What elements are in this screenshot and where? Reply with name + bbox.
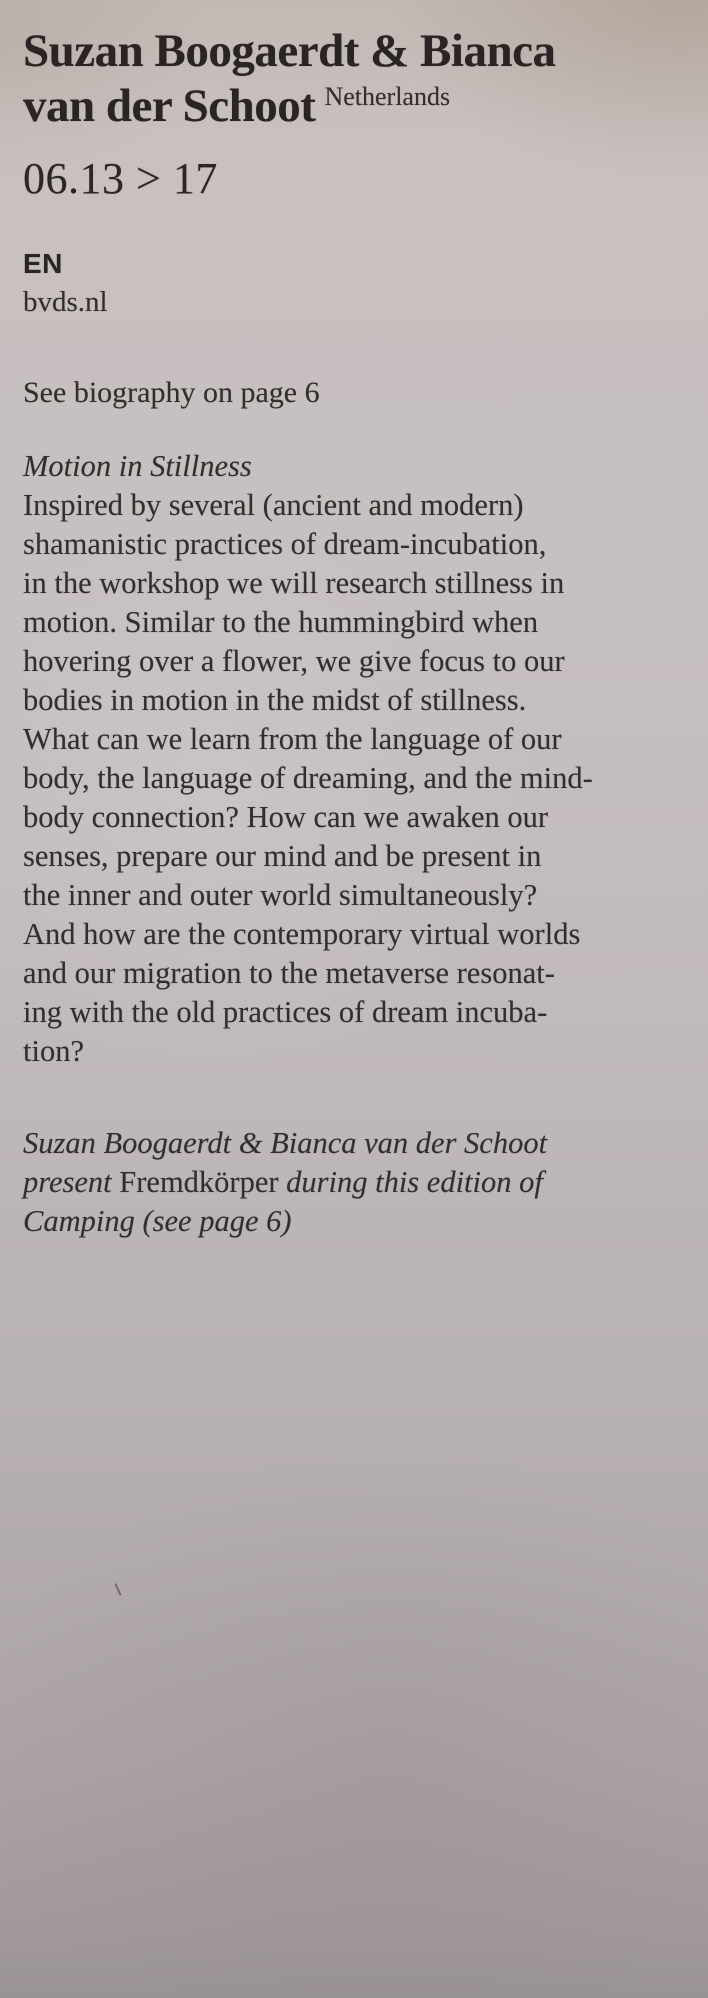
credits-line1: Suzan Boogaerdt & Bianca van der Schoot <box>23 1126 548 1160</box>
paragraph-line: and our migration to the metaverse resonat- <box>23 956 555 990</box>
performance-title: Fremdkörper <box>119 1165 279 1199</box>
paragraph-line: Inspired by several (ancient and modern) <box>23 488 524 522</box>
paragraph-line: in the workshop we will research stillness in <box>23 566 565 600</box>
artist-title-line2: van der Schoot <box>23 80 316 132</box>
credits-line2-post: during this edition of <box>286 1165 543 1199</box>
country-superscript: Netherlands <box>324 82 451 111</box>
paragraph-line: shamanistic practices of dream-incubation, <box>23 527 547 561</box>
biography-reference: See biography on page 6 <box>23 376 320 409</box>
artist-name-title <box>23 24 700 140</box>
artist-header <box>23 24 700 204</box>
website-url: bvds.nl <box>23 286 108 318</box>
language-tag: EN <box>23 248 63 279</box>
credits-line2-pre: present <box>23 1165 112 1199</box>
credits-line3: Camping (see page 6) <box>23 1204 292 1238</box>
paragraph-line: tion? <box>23 1034 84 1068</box>
paragraph-line: senses, prepare our mind and be present in <box>23 839 542 873</box>
paragraph-line: bodies in motion in the midst of stillness. <box>23 683 527 717</box>
workshop-title: Motion in Stillness <box>23 449 252 483</box>
paper-scratch-mark <box>114 1583 121 1596</box>
paragraph-line: What can we learn from the language of our <box>23 722 562 756</box>
artist-title-line1: Suzan Boogaerdt & Bianca <box>23 25 556 77</box>
paragraph-line: body connection? How can we awaken our <box>23 800 549 834</box>
credits-line2 <box>23 1163 700 1202</box>
paragraph-line: And how are the contemporary virtual worlds <box>23 917 581 951</box>
event-dates: 06.13 > 17 <box>23 154 218 203</box>
paragraph-line: ing with the old practices of dream incuba- <box>23 995 548 1029</box>
credits-note <box>23 1124 700 1241</box>
paragraph-line: motion. Similar to the hummingbird when <box>23 605 539 639</box>
paragraph-line: the inner and outer world simultaneously? <box>23 878 538 912</box>
paragraph-line: hovering over a flower, we give focus to our <box>23 644 565 678</box>
workshop-description <box>23 447 700 1071</box>
paragraph-line: body, the language of dreaming, and the mind- <box>23 761 593 795</box>
